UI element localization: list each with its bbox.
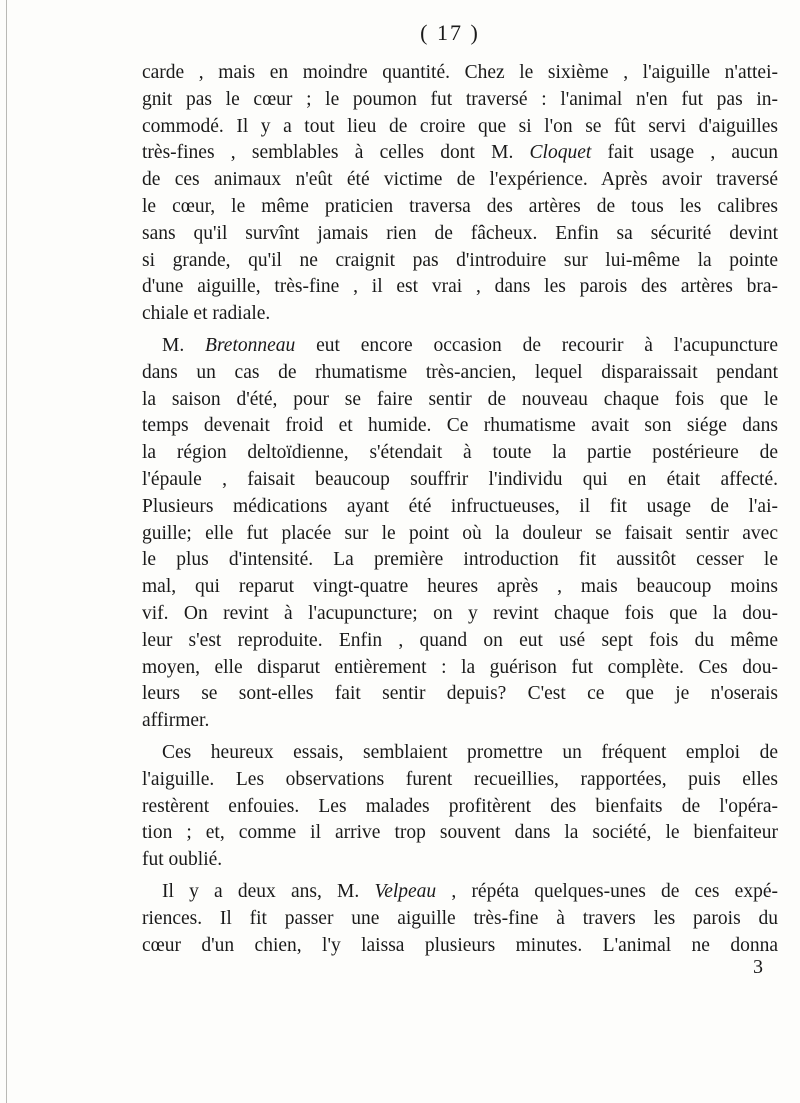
text-line: la région deltoïdienne, s'étendait à toute la partie postérieure de [142, 442, 778, 464]
text-line: très-fines , semblables à celles dont M. Cloquet fait usage , aucun [142, 142, 778, 164]
text-line: guille; elle fut placée sur le point où la douleur se faisait sentir avec [142, 522, 778, 544]
text-line: Ces heureux essais, semblaient promettre un fréquent emploi de [162, 741, 778, 763]
paragraph-2 [142, 333, 778, 735]
text-line: commodé. Il y a tout lieu de croire que si l'on se fût servi d'aiguilles [142, 115, 778, 137]
text-line: la saison d'été, pour se faire sentir de nouveau chaque fois que le [142, 388, 778, 410]
text-line: le cœur, le même praticien traversa des artères de tous les calibres [142, 195, 778, 217]
text-line: sans qu'il survînt jamais rien de fâcheux. Enfin sa sécurité devint [142, 222, 778, 244]
name-cloquet: Cloquet [529, 142, 592, 164]
text-line: Plusieurs médications ayant été infructueuses, il fit usage de l'ai- [142, 495, 778, 517]
paragraph-4 [142, 879, 778, 959]
text-line: tion ; et, comme il arrive trop souvent dans la société, le bienfaiteur [142, 822, 778, 844]
text-line: si grande, qu'il ne craignit pas d'introduire sur lui-même la pointe [142, 249, 778, 271]
text-line: riences. Il fit passer une aiguille très-fine à travers les parois du [142, 907, 778, 929]
text-line: mal, qui reparut vingt-quatre heures après , mais beaucoup moins [142, 576, 778, 598]
text-line: le plus d'intensité. La première introduction fit aussitôt cesser le [142, 549, 778, 571]
text-line: moyen, elle disparut entièrement : la guérison fut complète. Ces dou- [142, 656, 778, 678]
page-number: ( 17 ) [420, 20, 480, 45]
text-line: chiale et radiale. [142, 303, 271, 325]
paragraph-1 [142, 60, 778, 328]
text-line: affirmer. [142, 710, 210, 732]
text-line: d'une aiguille, très-fine , il est vrai , dans les parois des artères bra- [142, 276, 778, 298]
body-text [142, 60, 778, 959]
text-line: Il y a deux ans, M. Velpeau , répéta quelques-unes de ces expé- [162, 880, 778, 902]
text-line: l'aiguille. Les observations furent recueillies, rapportées, puis elles [142, 768, 778, 790]
paragraph-3 [142, 740, 778, 874]
text-line: gnit pas le cœur ; le poumon fut traversé : l'animal n'en fut pas in- [142, 88, 778, 110]
text-line: de ces animaux n'eût été victime de l'expérience. Après avoir traversé [142, 169, 778, 191]
name-bretonneau: Bretonneau [205, 334, 296, 356]
text-line: leurs se sont-elles fait sentir depuis? C'est ce que je n'oserais [142, 683, 778, 705]
signature-mark: 3 [753, 956, 763, 978]
page-edge-rule [6, 0, 7, 1103]
text-line: fut oublié. [142, 849, 223, 871]
text-line: leur s'est reproduite. Enfin , quand on eut usé sept fois du même [142, 629, 778, 651]
text-line: vif. On revint à l'acupuncture; on y revint chaque fois que la dou- [142, 602, 778, 624]
text-line: l'épaule , faisait beaucoup souffrir l'individu qui en était affecté. [142, 468, 778, 490]
name-velpeau: Velpeau [374, 880, 437, 902]
text-line: cœur d'un chien, l'y laissa plusieurs minutes. L'animal ne donna [142, 934, 778, 956]
text-line: temps devenait froid et humide. Ce rhumatisme avait son siége dans [142, 415, 778, 437]
text-line: M. Bretonneau eut encore occasion de recourir à l'acupuncture [162, 334, 778, 356]
text-line: dans un cas de rhumatisme très-ancien, lequel disparaissait pendant [142, 361, 778, 383]
text-line: carde , mais en moindre quantité. Chez le sixième , l'aiguille n'attei- [142, 62, 778, 83]
text-line: restèrent enfouies. Les malades profitèrent des bienfaits de l'opéra- [142, 795, 778, 817]
